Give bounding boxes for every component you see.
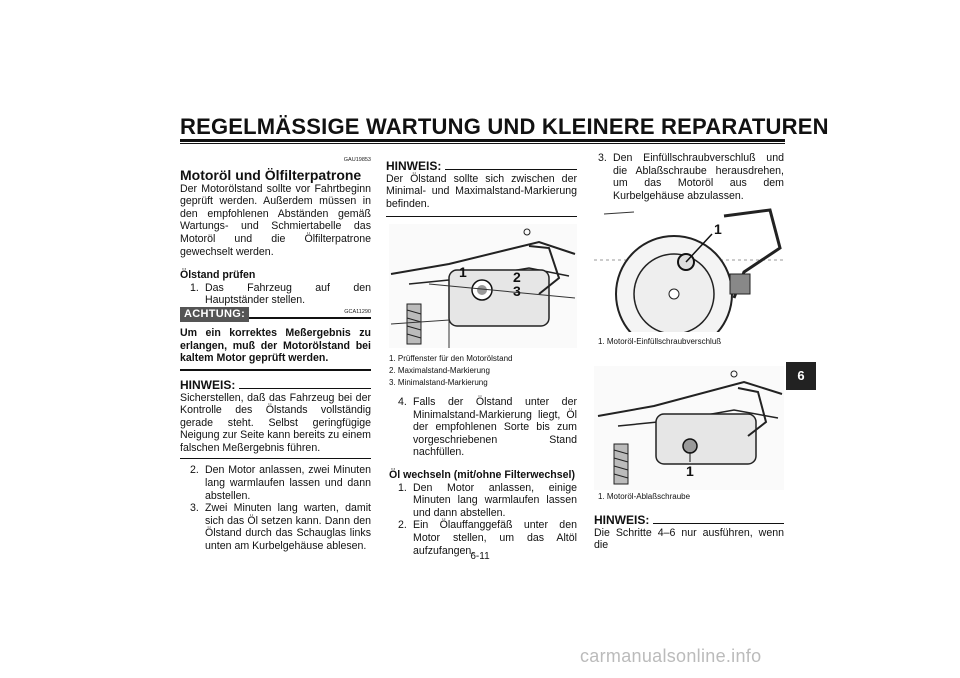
list-item: 4. Falls der Ölstand unter der Minimalstand-Markierung liegt, Öl der empfohlenen Sorte bis zum vorgeschriebenen Stand nachfüllen. — [398, 396, 577, 459]
hinweis-text: Die Schritte 4–6 nur ausführen, wenn die — [594, 526, 784, 552]
header-rule — [180, 139, 785, 142]
hinweis-label: HINWEIS: — [180, 377, 236, 392]
figure-caption: 1. Motoröl-Einfüllschraubverschluß — [598, 337, 722, 346]
list-item: 2. Ein Ölauffanggefäß unter den Motor stellen, um das Altöl aufzufangen. — [398, 519, 577, 557]
figure-label-3: 3 — [513, 283, 521, 299]
figure-label-1: 1 — [459, 264, 467, 280]
hinweis-header — [180, 379, 371, 392]
oil-filler-cap-figure — [594, 208, 784, 332]
list-item: 3. Den Einfüllschraubverschluß und die Ablaßschraube herausdrehen, um das Motoröl aus dem Kurbelgehäuse abzulassen. — [598, 152, 784, 202]
watermark: carmanualsonline.info — [580, 646, 762, 666]
hinweis-text: Der Ölstand sollte sich zwischen der Minimal- und Maximalstand-Markierung befinden. — [386, 172, 577, 210]
achtung-text: Um ein korrektes Meßergebnis zu erlangen, muß der Motorölstand bei kaltem Motor geprüft werden. — [180, 327, 371, 365]
divider — [386, 216, 577, 217]
list-item: 1. Den Motor anlassen, einige Minuten lang warmlaufen lassen und dann abstellen. — [398, 481, 577, 519]
middle-column — [386, 160, 577, 217]
section-title: Motoröl und Ölfilterpatrone — [180, 166, 362, 183]
page-title: REGELMÄSSIGE WARTUNG UND KLEINERE REPARATUREN — [180, 114, 829, 139]
left-column — [180, 154, 371, 553]
figure-label-1: 1 — [714, 221, 722, 237]
oil-drain-bolt-figure — [594, 366, 784, 490]
intro-paragraph: Der Motorölstand sollte vor Fahrtbeginn geprüft werden. Außerdem müssen in den empfohlenen Abständen gemäß Wartungs- und Schmiertabelle das Motoröl und die Ölfilterpatrone gewechselt werden. — [180, 182, 371, 258]
subheading: Öl wechseln (mit/ohne Filterwechsel) — [389, 468, 576, 481]
figure-caption: 2. Maximalstand-Markierung — [389, 366, 490, 375]
list-item: 3. Zwei Minuten lang warten, damit sich das Öl setzen kann. Dann den Ölstand durch das Schauglas links unten am Kurbelgehäuse ablesen. — [190, 502, 371, 553]
list-item: 1. Das Fahrzeug auf den Hauptständer stellen. — [190, 281, 371, 307]
doc-code: GAU19853 — [343, 157, 371, 163]
figure-label-1: 1 — [686, 463, 694, 479]
right-step — [598, 152, 784, 202]
chapter-tab: 6 — [786, 362, 816, 390]
middle-lower — [389, 353, 577, 557]
figure-caption: 3. Minimalstand-Markierung — [389, 378, 488, 387]
hinweis-text: Sicherstellen, daß das Fahrzeug bei der Kontrolle des Ölstands vollständig gerade steht. Selbst geringfügige Neigung zur Seite kann bereits zu einem falschen Meßergebnis führen. — [180, 391, 371, 454]
doc-code: GCA11290 — [344, 308, 371, 315]
hinweis-label: HINWEIS: — [386, 159, 442, 173]
figure-label-2: 2 — [513, 269, 521, 285]
figure-caption: 1. Prüffenster für den Motorölstand — [389, 354, 513, 363]
hinweis-header — [594, 514, 784, 527]
page-number: 6-11 — [470, 551, 490, 562]
hinweis-header — [386, 160, 577, 173]
figure-caption: 1. Motoröl-Ablaßschraube — [598, 492, 691, 501]
header-rule-thin — [180, 143, 785, 144]
right-hinweis — [594, 514, 784, 552]
oil-sight-glass-figure — [389, 224, 577, 348]
subheading: Ölstand prüfen — [180, 269, 256, 282]
list-item: 2. Den Motor anlassen, zwei Minuten lang warmlaufen lassen und dann abstellen. — [190, 464, 371, 502]
achtung-label: ACHTUNG: — [180, 307, 249, 322]
hinweis-label: HINWEIS: — [594, 513, 650, 527]
